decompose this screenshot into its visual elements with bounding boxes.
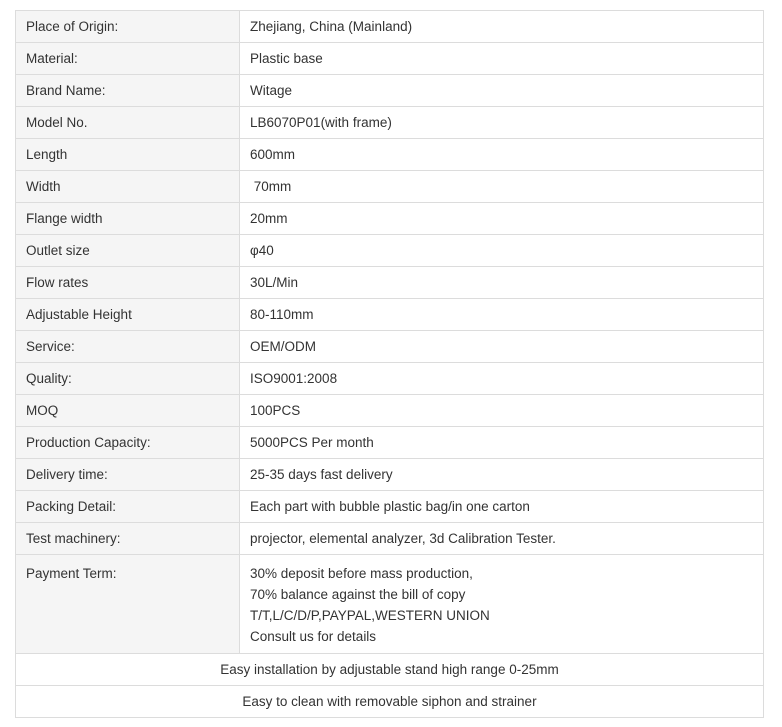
spec-label: Packing Detail: [16,491,240,523]
table-row [16,11,764,43]
spec-label: Delivery time: [16,459,240,491]
table-row [16,331,764,363]
payment-line: Consult us for details [250,629,377,644]
spec-label: Brand Name: [16,75,240,107]
spec-value: 25-35 days fast delivery [240,459,764,491]
table-row [16,427,764,459]
spec-value: 100PCS [240,395,764,427]
payment-term-row [16,555,764,654]
spec-label: Quality: [16,363,240,395]
spec-label: Length [16,139,240,171]
spec-value: 70mm [240,171,764,203]
table-row [16,523,764,555]
table-row [16,75,764,107]
payment-line: 30% deposit before mass production, [250,566,473,581]
spec-table-body [16,11,764,718]
payment-line: T/T,L/C/D/P,PAYPAL,WESTERN UNION [250,608,490,623]
spec-value: Plastic base [240,43,764,75]
note-text: Easy to clean with removable siphon and strainer [16,686,764,718]
note-row [16,654,764,686]
spec-label: Outlet size [16,235,240,267]
spec-label: Service: [16,331,240,363]
spec-label: Payment Term: [16,555,240,654]
spec-label: Test machinery: [16,523,240,555]
spec-value: ISO9001:2008 [240,363,764,395]
table-row [16,491,764,523]
spec-value: Zhejiang, China (Mainland) [240,11,764,43]
spec-value: φ40 [240,235,764,267]
table-row [16,171,764,203]
spec-label: Model No. [16,107,240,139]
table-row [16,43,764,75]
table-row [16,267,764,299]
table-row [16,299,764,331]
table-row [16,395,764,427]
table-row [16,203,764,235]
spec-label: Flange width [16,203,240,235]
spec-table [15,10,764,718]
spec-value: 5000PCS Per month [240,427,764,459]
spec-value: projector, elemental analyzer, 3d Calibration Tester. [240,523,764,555]
table-row [16,235,764,267]
spec-value: Each part with bubble plastic bag/in one carton [240,491,764,523]
payment-term-value [240,555,764,654]
spec-label: MOQ [16,395,240,427]
spec-label: Production Capacity: [16,427,240,459]
table-row [16,107,764,139]
spec-value: Witage [240,75,764,107]
spec-label: Place of Origin: [16,11,240,43]
spec-label: Material: [16,43,240,75]
table-row [16,459,764,491]
note-row [16,686,764,718]
spec-value: OEM/ODM [240,331,764,363]
spec-value: 30L/Min [240,267,764,299]
table-row [16,139,764,171]
spec-label: Flow rates [16,267,240,299]
spec-label: Adjustable Height [16,299,240,331]
payment-line: 70% balance against the bill of copy [250,587,466,602]
spec-value: 600mm [240,139,764,171]
spec-value: 80-110mm [240,299,764,331]
spec-label: Width [16,171,240,203]
note-text: Easy installation by adjustable stand high range 0-25mm [16,654,764,686]
spec-value: 20mm [240,203,764,235]
spec-value: LB6070P01(with frame) [240,107,764,139]
table-row [16,363,764,395]
